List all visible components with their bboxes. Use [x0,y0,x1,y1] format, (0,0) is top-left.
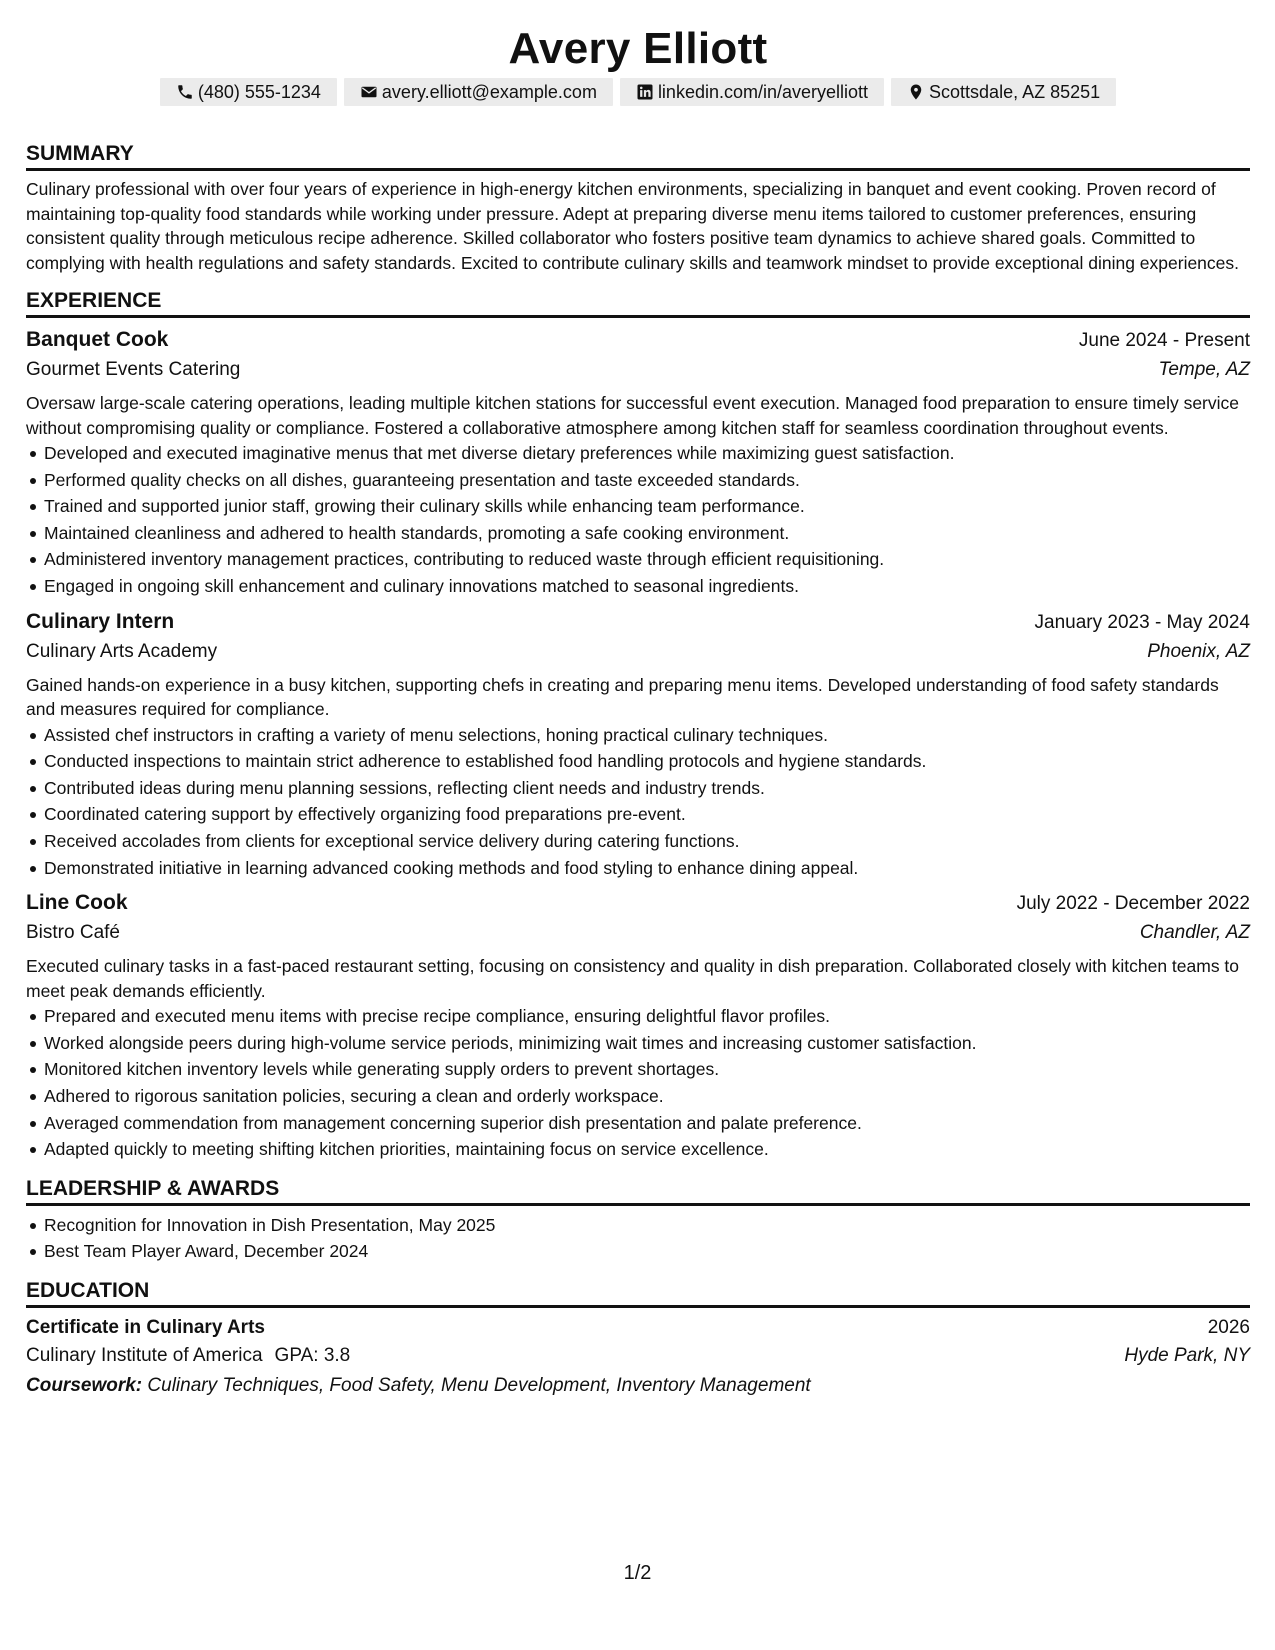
job-title: Banquet Cook [26,328,169,351]
contact-phone [160,78,337,106]
job-bullets [26,440,1250,600]
list-item: Contributed ideas during menu planning sessions, reflecting client needs and industry trends. [44,775,1250,802]
list-item: Adhered to rigorous sanitation policies, securing a clean and orderly workspace. [44,1083,1250,1110]
job-description: Gained hands-on experience in a busy kitchen, supporting chefs in creating and preparing menu items. Developed understanding of food safety standards and measures required for compliance. [26,674,1219,720]
contact-location [891,78,1116,106]
list-item: Recognition for Innovation in Dish Presentation, May 2025 [44,1212,1250,1239]
job-company: Bistro Café [26,922,120,944]
list-item: Administered inventory management practices, contributing to reduced waste through efficient requisitioning. [44,546,1250,573]
awards-list [26,1212,1250,1265]
job-dates: June 2024 - Present [1078,330,1250,351]
education-school: Culinary Institute of America [26,1344,263,1366]
experience-heading: EXPERIENCE [26,287,1250,318]
list-item: Averaged commendation from management concerning superior dish presentation and palate preference. [44,1110,1250,1137]
envelope-icon [360,83,378,101]
list-item: Developed and executed imaginative menus that met diverse dietary preferences while maximizing guest satisfaction. [44,440,1250,467]
contact-phone-text: (480) 555-1234 [197,82,321,102]
job-dates: July 2022 - December 2022 [1016,893,1250,915]
page-number: 1/2 [623,1562,652,1584]
education-section [26,1277,1250,1402]
job-description: Oversaw large-scale catering operations, leading multiple kitchen stations for successful event execution. Managed food preparation to ensure timely service without compromising quality or compliance. Fostered a collaborative atmosphere among kitchen staff for seamless coordination throughout events. [26,393,1240,438]
contact-bar [26,78,1250,106]
experience-section [26,287,1250,1163]
list-item: Conducted inspections to maintain strict adherence to established food handling protocols and hygiene standards. [44,748,1250,775]
summary-heading: SUMMARY [26,140,1250,171]
coursework-list: Culinary Techniques, Food Safety, Menu Development, Inventory Management [147,1374,811,1396]
job-line-cook [26,889,1250,1163]
contact-linkedin[interactable] [620,78,884,106]
contact-email-text[interactable]: avery.elliott@example.com [381,82,597,102]
list-item: Worked alongside peers during high-volume service periods, minimizing wait times and increasing customer satisfaction. [44,1030,1250,1057]
job-location: Chandler, AZ [1139,922,1250,944]
job-company: Gourmet Events Catering [26,359,241,380]
coursework-label: Coursework: [26,1374,143,1396]
phone-icon [176,83,194,101]
summary-text: Culinary professional with over four years of experience in high-energy kitchen environments, specializing in banquet and event cooking. Proven record of maintaining top-quality food standards while working under pressure. Adept at preparing diverse menu items tailored to customer preferences, ensuring consistent quality through meticulous recipe adherence. Skilled collaborator who fosters positive team dynamics to achieve shared goals. Committed to complying with health regulations and safety standards. Excited to contribute culinary skills and teamwork mindset to provide exceptional dining experiences. [26,179,1240,273]
list-item: Prepared and executed menu items with precise recipe compliance, ensuring delightful flavor profiles. [44,1003,1250,1030]
job-bullets [26,722,1250,882]
list-item: Coordinated catering support by effectively organizing food preparations pre-event. [44,801,1250,828]
map-pin-icon [907,83,925,101]
education-year: 2026 [1207,1316,1250,1338]
list-item: Received accolades from clients for exceptional service delivery during catering functions. [44,828,1250,855]
job-title: Line Cook [26,891,128,915]
job-company: Culinary Arts Academy [26,640,218,662]
education-degree: Certificate in Culinary Arts [26,1316,265,1338]
list-item: Maintained cleanliness and adhered to health standards, promoting a safe cooking environment. [44,520,1250,547]
list-item: Best Team Player Award, December 2024 [44,1238,1250,1265]
job-bullets [26,1003,1250,1163]
job-culinary-intern [26,608,1250,882]
list-item: Monitored kitchen inventory levels while generating supply orders to prevent shortages. [44,1056,1250,1083]
job-title: Culinary Intern [26,609,175,633]
leadership-heading: LEADERSHIP & AWARDS [26,1175,1250,1206]
education-school-line [26,1342,350,1370]
contact-location-text: Scottsdale, AZ 85251 [929,82,1101,102]
job-banquet-cook [26,326,1250,600]
education-coursework [26,1370,1250,1402]
job-location: Tempe, AZ [1158,359,1250,380]
list-item: Assisted chef instructors in crafting a variety of menu selections, honing practical culinary techniques. [44,722,1250,749]
job-dates: January 2023 - May 2024 [1034,611,1250,633]
list-item: Adapted quickly to meeting shifting kitchen priorities, maintaining focus on service excellence. [44,1136,1250,1163]
job-description: Executed culinary tasks in a fast-paced restaurant setting, focusing on consistency and quality in dish preparation. Collaborated closely with kitchen teams to meet peak demands efficiently. [26,956,1240,1001]
job-location: Phoenix, AZ [1147,640,1250,662]
contact-linkedin-text[interactable]: linkedin.com/in/averyelliott [657,82,869,102]
linkedin-icon [636,83,654,101]
list-item: Performed quality checks on all dishes, guaranteeing presentation and taste exceeded standards. [44,467,1250,494]
leadership-section [26,1175,1250,1265]
list-item: Trained and supported junior staff, growing their culinary skills while enhancing team performance. [44,493,1250,520]
resume-page [26,0,1250,1402]
list-item: Engaged in ongoing skill enhancement and culinary innovations matched to seasonal ingredients. [44,573,1250,600]
candidate-name: Avery Elliott [508,24,768,73]
contact-email[interactable] [344,78,613,106]
education-location: Hyde Park, NY [1124,1344,1250,1366]
education-gpa: GPA: 3.8 [274,1344,351,1366]
summary-section [26,140,1250,275]
list-item: Demonstrated initiative in learning advanced cooking methods and food styling to enhance dining appeal. [44,855,1250,882]
education-heading: EDUCATION [26,1277,1250,1308]
